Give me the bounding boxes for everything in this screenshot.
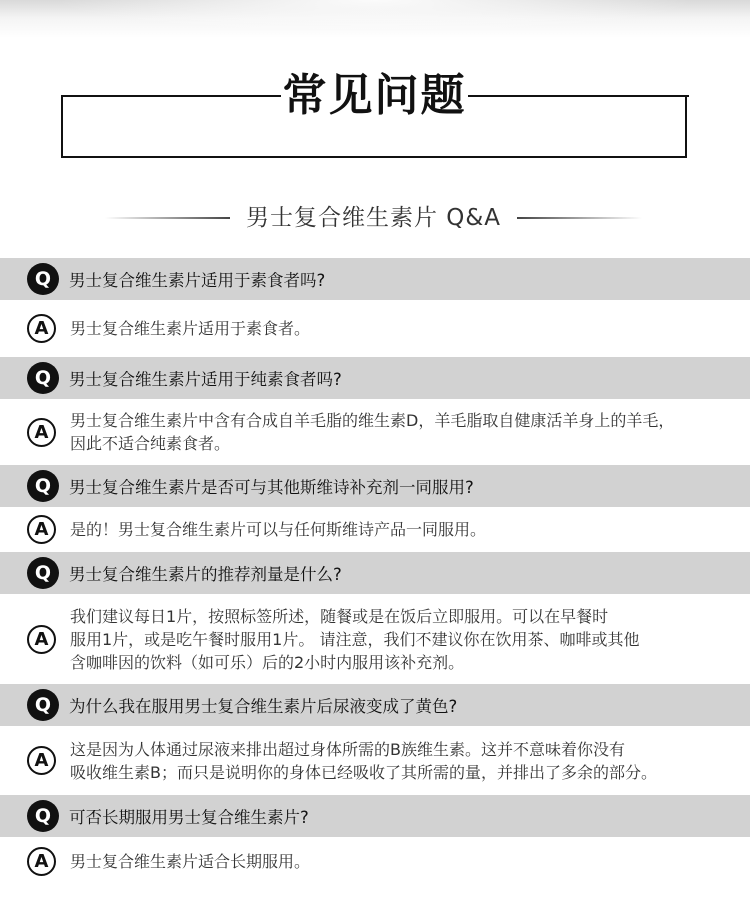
question-text: 男士复合维生素片的推荐剂量是什么? [69, 565, 342, 584]
title-frame-top-left [61, 95, 281, 97]
subtitle-divider-right [517, 217, 642, 219]
faq-answer-2 [0, 399, 750, 465]
answer-line: 男士复合维生素片适用于素食者。 [70, 319, 311, 338]
subtitle-row [0, 200, 750, 236]
answer-line: 男士复合维生素片适合长期服用。 [70, 851, 311, 871]
answer-line: 服用1片，或是吃午餐时服用1片。 请注意，我们不建议你在饮用茶、咖啡或其他 [70, 629, 640, 649]
question-text: 男士复合维生素片适用于素食者吗? [69, 271, 326, 290]
answer-text [70, 518, 486, 541]
answer-line: 吸收维生素B；而只是说明你的身体已经吸收了其所需的量，并排出了多余的部分。 [70, 762, 657, 782]
answer-text [70, 605, 639, 674]
answer-text [70, 317, 310, 340]
faq-question-1 [0, 258, 750, 300]
faq-answer-5 [0, 726, 750, 795]
question-badge-icon: Q [27, 263, 59, 295]
answer-line: 男士复合维生素片中含有合成自羊毛脂的维生素D，羊毛脂取自健康活羊身上的羊毛， [70, 411, 675, 430]
question-badge-icon: Q [27, 470, 59, 502]
answer-text [70, 738, 657, 784]
faq-answer-1 [0, 300, 750, 357]
faq-question-6 [0, 795, 750, 837]
answer-line: 含咖啡因的饮料（如可乐）后的2小时内服用该补充剂。 [70, 652, 465, 672]
question-badge-icon: Q [27, 689, 59, 721]
faq-answer-6 [0, 837, 750, 885]
answer-badge-icon: A [27, 625, 56, 654]
question-text: 男士复合维生素片适用于纯素食者吗? [69, 370, 342, 389]
question-badge-icon: Q [27, 557, 59, 589]
answer-badge-icon: A [27, 746, 56, 775]
question-text: 可否长期服用男士复合维生素片? [69, 808, 309, 827]
answer-line: 是的！男士复合维生素片可以与任何斯维诗产品一同服用。 [70, 520, 487, 539]
answer-line: 我们建议每日1片，按照标签所述，随餐或是在饭后立即服用。可以在早餐时 [70, 606, 609, 626]
answer-text [70, 409, 674, 455]
faq-answer-4 [0, 594, 750, 684]
page-subtitle: 男士复合维生素片 Q&A [245, 205, 502, 231]
question-badge-icon: Q [27, 362, 59, 394]
title-frame-top-right [468, 95, 689, 97]
answer-badge-icon: A [27, 314, 56, 343]
question-text: 为什么我在服用男士复合维生素片后尿液变成了黄色? [69, 697, 458, 716]
faq-question-5 [0, 684, 750, 726]
question-text: 男士复合维生素片是否可与其他斯维诗补充剂一同服用? [69, 478, 474, 497]
faq-question-3 [0, 465, 750, 507]
faq-list [0, 258, 750, 885]
answer-badge-icon: A [27, 418, 56, 447]
answer-line: 这是因为人体通过尿液来排出超过身体所需的B族维生素。这并不意味着你没有 [70, 739, 625, 759]
answer-line: 因此不适合纯素食者。 [70, 434, 231, 453]
top-shading [0, 0, 750, 40]
answer-text [70, 850, 310, 873]
faq-question-2 [0, 357, 750, 399]
question-badge-icon: Q [27, 800, 59, 832]
answer-badge-icon: A [27, 515, 56, 544]
subtitle-divider-left [105, 217, 230, 219]
faq-question-4 [0, 552, 750, 594]
answer-badge-icon: A [27, 847, 56, 876]
faq-answer-3 [0, 507, 750, 552]
page-title: 常见问题 [282, 70, 467, 121]
